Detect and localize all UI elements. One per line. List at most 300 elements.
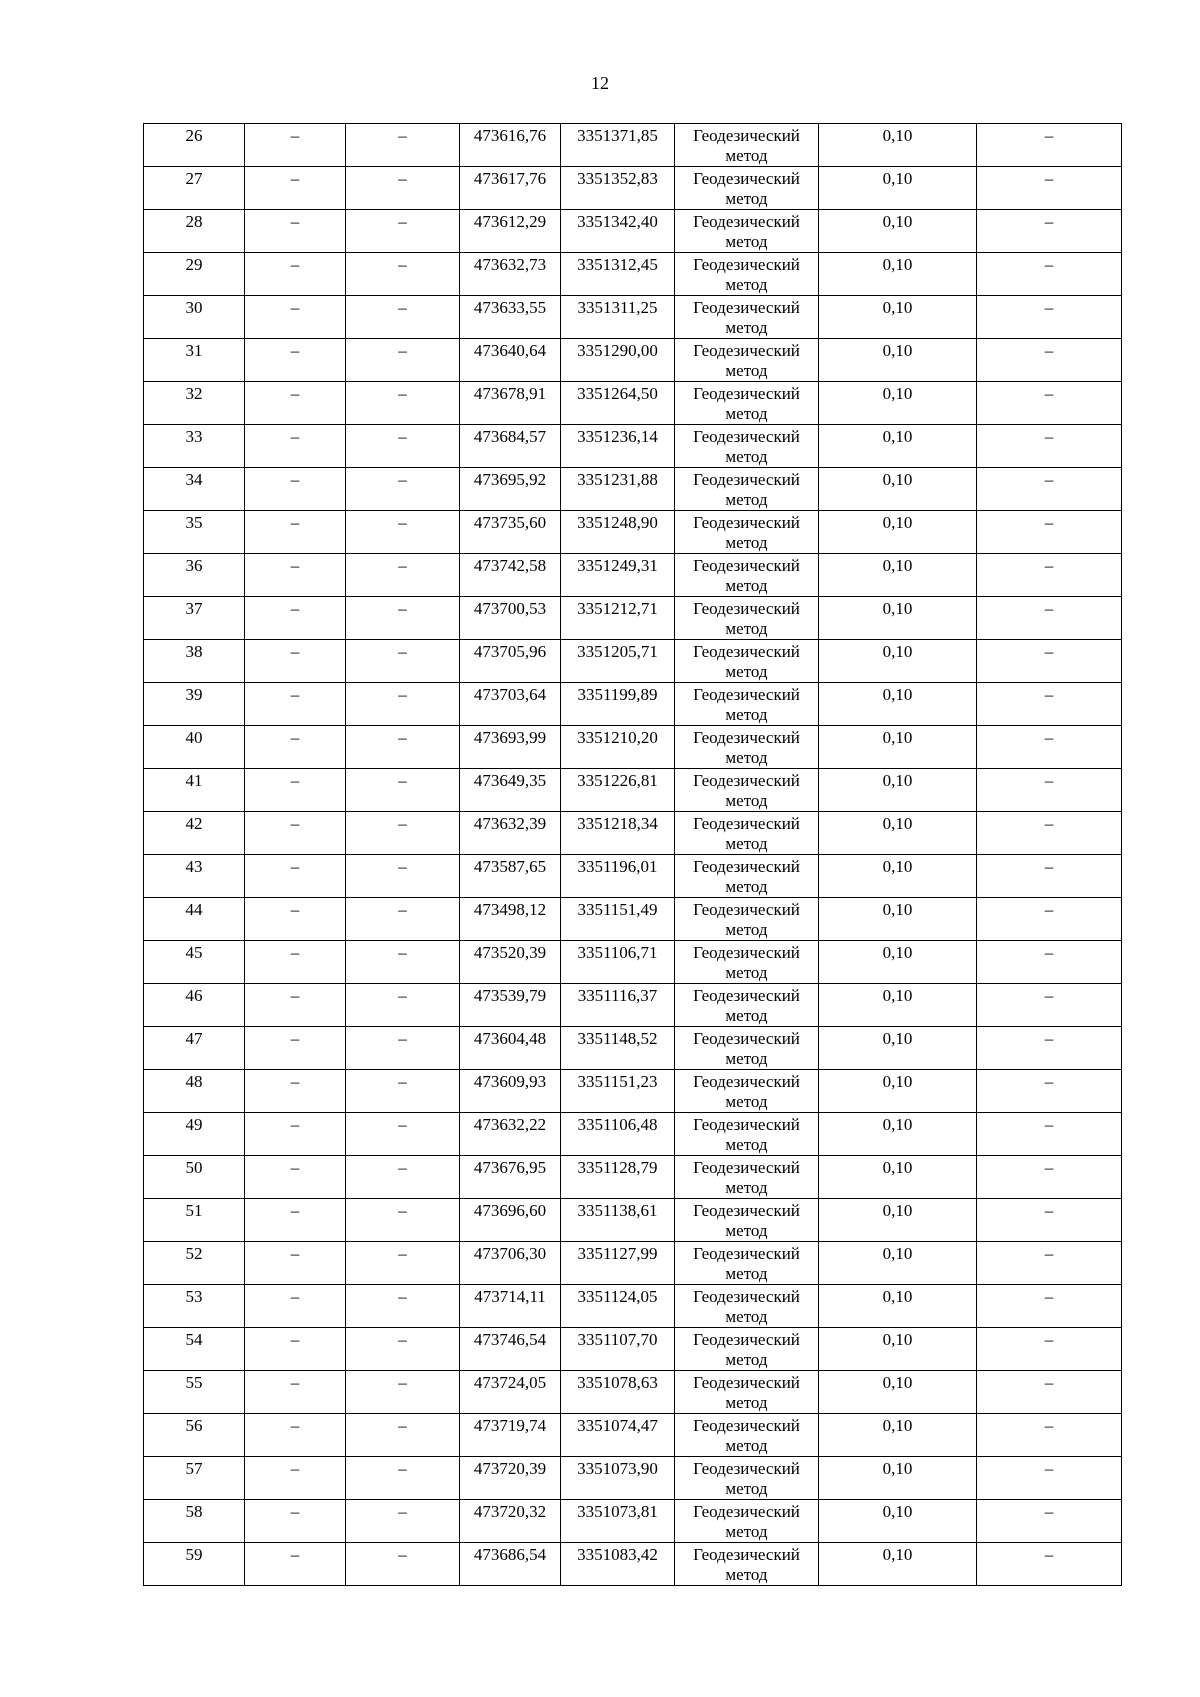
old-y-cell-text: – — [398, 900, 407, 919]
old-x-cell-text: – — [290, 685, 300, 704]
note-cell — [977, 1070, 1122, 1113]
method-cell — [675, 468, 819, 511]
point-number-cell-text: 39 — [185, 685, 203, 704]
old-x-cell-text: – — [290, 900, 300, 919]
new-y-cell — [561, 511, 675, 554]
old-y-cell — [346, 683, 460, 726]
note-cell-text: – — [1044, 1459, 1054, 1478]
accuracy-cell-text: 0,10 — [882, 685, 913, 704]
method-cell — [675, 898, 819, 941]
accuracy-cell-text: 0,10 — [882, 771, 913, 790]
table-row — [144, 167, 1122, 210]
note-cell — [977, 597, 1122, 640]
new-x-cell-text: 473724,05 — [473, 1373, 547, 1392]
table-row — [144, 1457, 1122, 1500]
note-cell — [977, 296, 1122, 339]
old-y-cell-text: – — [398, 1416, 407, 1435]
old-y-cell — [346, 1070, 460, 1113]
old-y-cell — [346, 1285, 460, 1328]
point-number-cell-text: 30 — [185, 298, 203, 317]
old-x-cell — [245, 683, 346, 726]
point-number-cell-text: 37 — [185, 599, 203, 618]
note-cell-text: – — [1044, 1244, 1054, 1263]
accuracy-cell — [819, 1457, 977, 1500]
method-cell-text: Геодезический метод — [693, 513, 800, 552]
old-x-cell — [245, 597, 346, 640]
method-cell — [675, 1285, 819, 1328]
point-number-cell — [144, 1285, 245, 1328]
note-cell — [977, 339, 1122, 382]
table-row — [144, 1242, 1122, 1285]
new-x-cell-text: 473649,35 — [473, 771, 547, 790]
old-y-cell-text: – — [398, 1459, 407, 1478]
method-cell — [675, 1414, 819, 1457]
table-row — [144, 511, 1122, 554]
accuracy-cell-text: 0,10 — [882, 427, 913, 446]
new-x-cell-text: 473678,91 — [473, 384, 547, 403]
new-y-cell — [561, 425, 675, 468]
old-y-cell — [346, 1371, 460, 1414]
old-x-cell — [245, 1242, 346, 1285]
new-y-cell — [561, 1371, 675, 1414]
old-y-cell — [346, 1414, 460, 1457]
accuracy-cell — [819, 1500, 977, 1543]
old-x-cell — [245, 1457, 346, 1500]
note-cell-text: – — [1044, 212, 1054, 231]
new-x-cell-text: 473686,54 — [473, 1545, 547, 1564]
old-y-cell-text: – — [398, 126, 407, 145]
old-y-cell-text: – — [398, 599, 407, 618]
note-cell-text: – — [1044, 814, 1054, 833]
old-y-cell — [346, 124, 460, 167]
old-x-cell — [245, 640, 346, 683]
new-x-cell — [460, 296, 561, 339]
note-cell — [977, 1500, 1122, 1543]
point-number-cell-text: 58 — [185, 1502, 203, 1521]
note-cell — [977, 554, 1122, 597]
old-y-cell — [346, 1027, 460, 1070]
table-row — [144, 769, 1122, 812]
note-cell — [977, 941, 1122, 984]
new-x-cell — [460, 812, 561, 855]
new-y-cell — [561, 468, 675, 511]
point-number-cell — [144, 1328, 245, 1371]
point-number-cell — [144, 1414, 245, 1457]
point-number-cell — [144, 726, 245, 769]
accuracy-cell — [819, 425, 977, 468]
accuracy-cell-text: 0,10 — [882, 470, 913, 489]
new-x-cell-text: 473684,57 — [473, 427, 547, 446]
old-y-cell — [346, 941, 460, 984]
point-number-cell-text: 53 — [185, 1287, 203, 1306]
new-y-cell — [561, 382, 675, 425]
old-y-cell — [346, 382, 460, 425]
point-number-cell — [144, 1371, 245, 1414]
new-x-cell-text: 473700,53 — [473, 599, 547, 618]
table-row — [144, 296, 1122, 339]
accuracy-cell — [819, 726, 977, 769]
note-cell-text: – — [1044, 1287, 1054, 1306]
new-y-cell — [561, 640, 675, 683]
note-cell-text: – — [1044, 513, 1054, 532]
note-cell-text: – — [1044, 1029, 1054, 1048]
old-x-cell-text: – — [290, 1330, 300, 1349]
old-y-cell-text: – — [398, 814, 407, 833]
method-cell — [675, 296, 819, 339]
method-cell — [675, 425, 819, 468]
method-cell — [675, 855, 819, 898]
note-cell — [977, 898, 1122, 941]
new-x-cell-text: 473632,22 — [473, 1115, 547, 1134]
new-x-cell — [460, 253, 561, 296]
new-x-cell-text: 473742,58 — [473, 556, 547, 575]
method-cell-text: Геодезический метод — [693, 857, 800, 896]
old-x-cell-text: – — [290, 298, 300, 317]
old-y-cell-text: – — [398, 857, 407, 876]
new-x-cell — [460, 339, 561, 382]
accuracy-cell — [819, 1371, 977, 1414]
accuracy-cell-text: 0,10 — [882, 1416, 913, 1435]
old-y-cell-text: – — [398, 212, 407, 231]
accuracy-cell — [819, 769, 977, 812]
new-y-cell — [561, 167, 675, 210]
new-x-cell-text: 473735,60 — [473, 513, 547, 532]
point-number-cell-text: 27 — [185, 169, 203, 188]
new-y-cell — [561, 1242, 675, 1285]
accuracy-cell-text: 0,10 — [882, 1330, 913, 1349]
new-y-cell — [561, 1457, 675, 1500]
accuracy-cell-text: 0,10 — [882, 1072, 913, 1091]
note-cell-text: – — [1044, 126, 1054, 145]
table-row — [144, 554, 1122, 597]
note-cell — [977, 855, 1122, 898]
method-cell-text: Геодезический метод — [693, 255, 800, 294]
new-y-cell-text: 3351127,99 — [577, 1244, 658, 1263]
accuracy-cell-text: 0,10 — [882, 814, 913, 833]
method-cell-text: Геодезический метод — [693, 212, 800, 251]
old-x-cell — [245, 1371, 346, 1414]
accuracy-cell-text: 0,10 — [882, 1029, 913, 1048]
note-cell — [977, 1543, 1122, 1586]
point-number-cell — [144, 1113, 245, 1156]
old-x-cell — [245, 855, 346, 898]
note-cell-text: – — [1044, 384, 1054, 403]
old-x-cell-text: – — [290, 427, 300, 446]
new-y-cell — [561, 124, 675, 167]
new-x-cell-text: 473714,11 — [474, 1287, 546, 1306]
method-cell — [675, 339, 819, 382]
method-cell-text: Геодезический метод — [693, 1373, 800, 1412]
note-cell — [977, 511, 1122, 554]
old-x-cell — [245, 210, 346, 253]
table-row — [144, 1543, 1122, 1586]
old-x-cell-text: – — [290, 1545, 300, 1564]
point-number-cell — [144, 1070, 245, 1113]
point-number-cell — [144, 382, 245, 425]
old-y-cell — [346, 253, 460, 296]
old-x-cell — [245, 1328, 346, 1371]
accuracy-cell-text: 0,10 — [882, 513, 913, 532]
note-cell-text: – — [1044, 255, 1054, 274]
new-y-cell — [561, 812, 675, 855]
method-cell — [675, 640, 819, 683]
coordinates-table — [143, 123, 1122, 1586]
table-row — [144, 1371, 1122, 1414]
note-cell — [977, 210, 1122, 253]
note-cell — [977, 1414, 1122, 1457]
old-y-cell-text: – — [398, 1287, 407, 1306]
new-x-cell — [460, 425, 561, 468]
old-y-cell — [346, 1242, 460, 1285]
point-number-cell-text: 49 — [185, 1115, 203, 1134]
method-cell-text: Геодезический метод — [693, 1201, 800, 1240]
note-cell — [977, 1027, 1122, 1070]
new-x-cell — [460, 1371, 561, 1414]
new-x-cell — [460, 1242, 561, 1285]
method-cell-text: Геодезический метод — [693, 1545, 800, 1584]
new-y-cell — [561, 210, 675, 253]
point-number-cell — [144, 511, 245, 554]
note-cell-text: – — [1044, 599, 1054, 618]
old-y-cell — [346, 640, 460, 683]
point-number-cell — [144, 339, 245, 382]
new-x-cell-text: 473520,39 — [473, 943, 547, 962]
table-row — [144, 382, 1122, 425]
old-x-cell-text: – — [290, 771, 300, 790]
new-y-cell-text: 3351116,37 — [577, 986, 658, 1005]
point-number-cell — [144, 1457, 245, 1500]
accuracy-cell — [819, 167, 977, 210]
new-x-cell-text: 473587,65 — [473, 857, 547, 876]
new-x-cell — [460, 597, 561, 640]
note-cell-text: – — [1044, 1373, 1054, 1392]
new-x-cell — [460, 167, 561, 210]
table-row — [144, 597, 1122, 640]
table-row — [144, 726, 1122, 769]
new-y-cell-text: 3351212,71 — [577, 599, 658, 618]
old-x-cell — [245, 1543, 346, 1586]
new-x-cell-text: 473693,99 — [473, 728, 547, 747]
note-cell — [977, 1285, 1122, 1328]
note-cell — [977, 1328, 1122, 1371]
new-y-cell-text: 3351231,88 — [577, 470, 658, 489]
method-cell-text: Геодезический метод — [693, 771, 800, 810]
accuracy-cell — [819, 1070, 977, 1113]
point-number-cell — [144, 855, 245, 898]
note-cell — [977, 425, 1122, 468]
new-x-cell — [460, 1414, 561, 1457]
accuracy-cell — [819, 554, 977, 597]
accuracy-cell-text: 0,10 — [882, 1545, 913, 1564]
accuracy-cell — [819, 1156, 977, 1199]
new-x-cell-text: 473632,73 — [473, 255, 547, 274]
old-x-cell — [245, 1500, 346, 1543]
new-y-cell-text: 3351264,50 — [577, 384, 658, 403]
accuracy-cell — [819, 382, 977, 425]
new-x-cell-text: 473632,39 — [473, 814, 547, 833]
accuracy-cell — [819, 1113, 977, 1156]
new-y-cell-text: 3351073,90 — [577, 1459, 658, 1478]
accuracy-cell — [819, 339, 977, 382]
accuracy-cell — [819, 812, 977, 855]
method-cell — [675, 511, 819, 554]
point-number-cell — [144, 769, 245, 812]
old-x-cell — [245, 1156, 346, 1199]
point-number-cell-text: 38 — [185, 642, 203, 661]
accuracy-cell-text: 0,10 — [882, 1115, 913, 1134]
new-x-cell-text: 473696,60 — [473, 1201, 547, 1220]
new-y-cell — [561, 253, 675, 296]
old-y-cell-text: – — [398, 255, 407, 274]
new-y-cell — [561, 1070, 675, 1113]
old-y-cell — [346, 726, 460, 769]
method-cell-text: Геодезический метод — [693, 599, 800, 638]
table-row — [144, 640, 1122, 683]
old-x-cell-text: – — [290, 1416, 300, 1435]
point-number-cell-text: 52 — [185, 1244, 203, 1263]
accuracy-cell — [819, 898, 977, 941]
old-x-cell-text: – — [290, 1459, 300, 1478]
method-cell-text: Геодезический метод — [693, 384, 800, 423]
new-y-cell-text: 3351352,83 — [577, 169, 658, 188]
new-y-cell — [561, 1199, 675, 1242]
old-x-cell-text: – — [290, 212, 300, 231]
note-cell — [977, 124, 1122, 167]
new-y-cell — [561, 554, 675, 597]
old-x-cell — [245, 941, 346, 984]
method-cell — [675, 984, 819, 1027]
accuracy-cell-text: 0,10 — [882, 255, 913, 274]
method-cell-text: Геодезический метод — [693, 1330, 800, 1369]
old-y-cell — [346, 425, 460, 468]
table-row — [144, 1070, 1122, 1113]
point-number-cell-text: 48 — [185, 1072, 203, 1091]
old-y-cell — [346, 855, 460, 898]
note-cell — [977, 167, 1122, 210]
table-body — [144, 124, 1122, 1586]
table-row — [144, 1500, 1122, 1543]
accuracy-cell-text: 0,10 — [882, 1459, 913, 1478]
point-number-cell-text: 47 — [185, 1029, 203, 1048]
new-x-cell — [460, 1070, 561, 1113]
old-x-cell-text: – — [290, 1029, 300, 1048]
new-y-cell — [561, 726, 675, 769]
accuracy-cell-text: 0,10 — [882, 1244, 913, 1263]
accuracy-cell-text: 0,10 — [882, 986, 913, 1005]
method-cell — [675, 1027, 819, 1070]
method-cell — [675, 1457, 819, 1500]
new-y-cell-text: 3351218,34 — [577, 814, 658, 833]
old-y-cell-text: – — [398, 685, 407, 704]
accuracy-cell-text: 0,10 — [882, 556, 913, 575]
point-number-cell-text: 45 — [185, 943, 203, 962]
new-y-cell-text: 3351107,70 — [577, 1330, 658, 1349]
new-x-cell — [460, 984, 561, 1027]
new-y-cell — [561, 855, 675, 898]
old-y-cell — [346, 812, 460, 855]
note-cell — [977, 253, 1122, 296]
accuracy-cell-text: 0,10 — [882, 169, 913, 188]
new-x-cell-text: 473539,79 — [473, 986, 547, 1005]
old-y-cell-text: – — [398, 1545, 407, 1564]
point-number-cell — [144, 1027, 245, 1070]
accuracy-cell — [819, 1242, 977, 1285]
table-row — [144, 253, 1122, 296]
old-x-cell-text: – — [290, 513, 300, 532]
new-y-cell-text: 3351073,81 — [577, 1502, 658, 1521]
old-y-cell — [346, 898, 460, 941]
new-y-cell-text: 3351199,89 — [577, 685, 658, 704]
old-y-cell-text: – — [398, 298, 407, 317]
note-cell-text: – — [1044, 1072, 1054, 1091]
method-cell — [675, 167, 819, 210]
accuracy-cell — [819, 1285, 977, 1328]
method-cell — [675, 210, 819, 253]
old-x-cell-text: – — [290, 341, 300, 360]
method-cell-text: Геодезический метод — [693, 1502, 800, 1541]
point-number-cell — [144, 210, 245, 253]
old-y-cell-text: – — [398, 1502, 407, 1521]
old-y-cell — [346, 339, 460, 382]
old-x-cell-text: – — [290, 814, 300, 833]
new-x-cell-text: 473706,30 — [473, 1244, 547, 1263]
new-y-cell — [561, 941, 675, 984]
old-y-cell-text: – — [398, 427, 407, 446]
old-y-cell-text: – — [398, 384, 407, 403]
method-cell — [675, 382, 819, 425]
old-x-cell — [245, 253, 346, 296]
old-y-cell-text: – — [398, 341, 407, 360]
note-cell-text: – — [1044, 169, 1054, 188]
new-y-cell — [561, 1543, 675, 1586]
old-x-cell-text: – — [290, 1158, 300, 1177]
new-y-cell — [561, 769, 675, 812]
new-y-cell-text: 3351342,40 — [577, 212, 658, 231]
table-row — [144, 425, 1122, 468]
method-cell — [675, 726, 819, 769]
method-cell-text: Геодезический метод — [693, 642, 800, 681]
point-number-cell-text: 56 — [185, 1416, 203, 1435]
old-x-cell — [245, 1285, 346, 1328]
point-number-cell-text: 29 — [185, 255, 203, 274]
note-cell-text: – — [1044, 1416, 1054, 1435]
old-y-cell-text: – — [398, 1201, 407, 1220]
new-x-cell-text: 473640,64 — [473, 341, 547, 360]
new-x-cell — [460, 941, 561, 984]
new-x-cell — [460, 769, 561, 812]
point-number-cell-text: 59 — [185, 1545, 203, 1564]
accuracy-cell-text: 0,10 — [882, 1158, 913, 1177]
new-y-cell — [561, 597, 675, 640]
new-y-cell-text: 3351151,23 — [577, 1072, 658, 1091]
table-row — [144, 468, 1122, 511]
old-x-cell — [245, 769, 346, 812]
method-cell-text: Геодезический метод — [693, 1244, 800, 1283]
accuracy-cell — [819, 683, 977, 726]
new-x-cell-text: 473746,54 — [473, 1330, 547, 1349]
new-x-cell-text: 473498,12 — [473, 900, 547, 919]
old-x-cell-text: – — [290, 986, 300, 1005]
old-y-cell — [346, 1500, 460, 1543]
method-cell — [675, 769, 819, 812]
note-cell-text: – — [1044, 685, 1054, 704]
new-x-cell — [460, 382, 561, 425]
old-y-cell — [346, 1328, 460, 1371]
new-x-cell-text: 473676,95 — [473, 1158, 547, 1177]
new-x-cell — [460, 1543, 561, 1586]
accuracy-cell-text: 0,10 — [882, 1373, 913, 1392]
point-number-cell — [144, 1500, 245, 1543]
